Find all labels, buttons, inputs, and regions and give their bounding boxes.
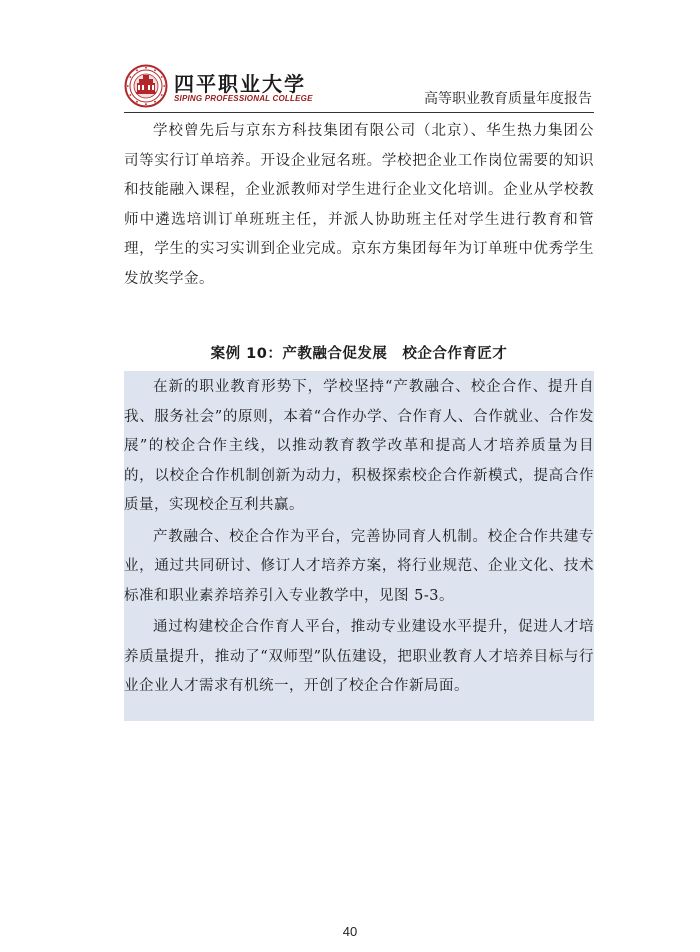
college-seal-icon	[124, 64, 168, 108]
college-name-en: SIPING PROFESSIONAL COLLEGE	[174, 94, 313, 103]
case-box	[124, 371, 594, 721]
intro-paragraph: 学校曾先后与京东方科技集团有限公司（北京）、华生热力集团公司等实行订单培养。开设企业冠名班。学校把企业工作岗位需要的知识和技能融入课程，企业派教师对学生进行企业文化培训。企业从学校教师中遴选培训订单班班主任，并派人协助班主任对学生进行教育和管理，学生的实习实训到企业完成。京东方集团每年为订单班中优秀学生发放奖学金。	[124, 123, 594, 287]
college-name-cn: 四平职业大学	[174, 72, 306, 96]
intro-section	[124, 117, 594, 294]
case-paragraph-1: 在新的职业教育形势下，学校坚持“产教融合、校企合作、提升自我、服务社会”的原则，本着“合作办学、合作育人、合作就业、合作发展”的校企合作主线，以推动教育教学改革和提高人才培养质量为目的，以校企合作机制创新为动力，积极探索校企合作新模式，提高合作质量，实现校企互利共赢。	[124, 379, 594, 513]
report-title: 高等职业教育质量年度报告	[424, 91, 592, 107]
page-header	[124, 62, 594, 112]
case-paragraph-2: 产教融合、校企合作为平台，完善协同育人机制。校企合作共建专业，通过共同研讨、修订人才培养方案，将行业规范、企业文化、技术标准和职业素养培养引入专业教学中，见图 5-3。	[124, 528, 594, 604]
page-number: 40	[342, 924, 358, 939]
case-paragraph-3: 通过构建校企合作育人平台，推动专业建设水平提升，促进人才培养质量提升，推动了“双师型”队伍建设，把职业教育人才培养目标与行业企业人才需求有机统一，开创了校企合作新局面。	[124, 619, 594, 694]
header-divider	[124, 112, 594, 113]
case-title: 案例 10：产教融合促发展 校企合作育匠才	[210, 346, 508, 362]
